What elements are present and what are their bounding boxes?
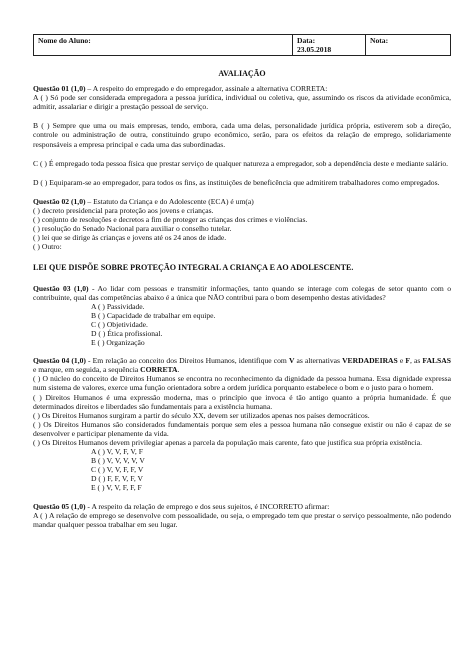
question-2-option[interactable]: ( ) Outro: bbox=[33, 242, 62, 252]
question-1-option-b[interactable]: B ( ) Sempre que uma ou mais empresas, tendo, embora, cada uma delas, personalidade jurídica própria, estiverem sob a direção, controle ou administração de outra, constituindo grupo econômico, serão, para os efeitos da relação de emprego, solidariamente responsáveis a empresa principal e cada uma das subordinadas. bbox=[33, 121, 451, 149]
page-title: AVALIAÇÃO bbox=[218, 69, 266, 78]
date-cell bbox=[293, 35, 366, 56]
grade-cell[interactable] bbox=[366, 35, 451, 56]
question-1-option-c[interactable]: C ( ) É empregado toda pessoa física que prestar serviço de qualquer natureza a empregador, sob a dependência deste e mediante salário. bbox=[33, 158, 449, 168]
question-2-number: Questão 02 (1,0) bbox=[33, 196, 86, 206]
question-4-statement[interactable]: ( ) Direitos Humanos é uma expressão moderna, mas o princípio que invoca é tão antigo quanto a própria humanidade. É que determinados direitos e liberdades são fundamentais para a existência humana. bbox=[33, 392, 451, 411]
question-3-option[interactable]: D ( ) Ética profissional. bbox=[91, 328, 163, 338]
document-page bbox=[33, 34, 451, 529]
date-value: 23.05.2018 bbox=[297, 45, 332, 54]
question-4-stem: Questão 04 (1,0) - Em relação ao conceito dos Direitos Humanos, identifique com V as alternativas VERDADEIRAS e F, as FALSAS e marque, em seguida, a sequência CORRETA. bbox=[33, 356, 451, 375]
question-1-option-d[interactable]: D ( ) Equiparam-se ao empregador, para todos os fins, as instituições de beneficência que admitirem trabalhadores como empregados. bbox=[33, 177, 440, 187]
question-2-stem: Questão 02 (1,0) – Estatuto da Criança e do Adolescente (ECA) é um(a) bbox=[33, 196, 254, 206]
question-2-option[interactable]: ( ) decreto presidencial para proteção aos jovens e crianças. bbox=[33, 205, 214, 215]
question-4-option[interactable]: B ( ) V, V, V, V, V bbox=[91, 456, 145, 466]
student-name-cell[interactable] bbox=[34, 35, 293, 56]
question-4-option[interactable]: C ( ) V, V, F, F, V bbox=[91, 465, 144, 475]
question-4-options bbox=[33, 447, 451, 492]
question-4-statement[interactable]: ( ) O núcleo do conceito de Direitos Humanos se encontra no reconhecimento da dignidade da pessoa humana. Essa dignidade expressa num sistema de valores, exerce uma função orientadora sobre a ordem jurídica porquanto estabelece o bom e o justo para o homem. bbox=[33, 374, 451, 393]
question-5-option-a[interactable]: A ( ) A relação de emprego se desenvolve com pessoalidade, ou seja, o empregado tem que prestar o serviço pessoalmente, não podendo mandar qualquer pessoa trabalhar em seu lugar. bbox=[33, 510, 451, 529]
question-4-number: Questão 04 (1,0) bbox=[33, 356, 86, 366]
question-2-option[interactable]: ( ) resolução do Senado Nacional para auxiliar o conselho tutelar. bbox=[33, 224, 232, 234]
question-5 bbox=[33, 502, 451, 529]
question-1-number: Questão 01 (1,0) bbox=[33, 84, 86, 94]
question-2-option[interactable]: ( ) lei que se dirige às crianças e jovens até os 24 anos de idade. bbox=[33, 233, 227, 243]
student-header-table bbox=[33, 34, 451, 56]
question-1-stem: Questão 01 (1,0) – A respeito do empregado e do empregador, assinale a alternativa CORRETA: bbox=[33, 84, 328, 94]
question-3-options bbox=[33, 302, 451, 347]
question-4-option[interactable]: A ( ) V, V, F, V, F bbox=[91, 447, 143, 457]
question-4 bbox=[33, 356, 451, 492]
grade-label: Nota: bbox=[370, 36, 389, 45]
question-4-statement[interactable]: ( ) Os Direitos Humanos são considerados fundamentais porque sem eles a pessoa humana não consegue existir ou não é capaz de se desenvolver e participar plenamente da vida. bbox=[33, 419, 451, 438]
question-1 bbox=[33, 84, 451, 187]
question-5-number: Questão 05 (1,0) bbox=[33, 501, 86, 511]
student-name-label: Nome do Aluno: bbox=[38, 36, 91, 45]
question-3-stem: Questão 03 (1,0) - Ao lidar com pessoas e transmitir informações, tanto quando se interage com colegas de setor quanto com o contribuinte, qual das competências abaixo é a única que NÃO contribui para o bom desempenho destas atividades? bbox=[33, 283, 451, 302]
question-3-number: Questão 03 (1,0) bbox=[33, 283, 89, 293]
question-4-option[interactable]: D ( ) F, F, V, F, V bbox=[91, 474, 143, 484]
law-heading: LEI QUE DISPÕE SOBRE PROTEÇÃO INTEGRAL A CRIANÇA E AO ADOLESCENTE. bbox=[33, 263, 354, 273]
question-3-option[interactable]: E ( ) Organização bbox=[91, 338, 145, 348]
question-4-statement[interactable]: ( ) Os Direitos Humanos surgiram a partir do século XX, devem ser utilizados apenas nos países democráticos. bbox=[33, 410, 370, 420]
question-3 bbox=[33, 284, 451, 348]
question-4-statement[interactable]: ( ) Os Direitos Humanos devem privilegiar apenas a parcela da população mais carente, fato que justifica sua própria existência. bbox=[33, 438, 423, 447]
question-3-option[interactable]: A ( ) Passividade. bbox=[91, 301, 145, 311]
question-2 bbox=[33, 197, 451, 252]
question-3-option[interactable]: C ( ) Objetividade. bbox=[91, 319, 148, 329]
question-5-stem: Questão 05 (1,0) - A respeito da relação de emprego e dos seus sujeitos, é INCORRETO afirmar: bbox=[33, 501, 330, 511]
question-1-option-a[interactable]: A ( ) Só pode ser considerada empregadora a pessoa jurídica, individual ou coletiva, que, assumindo os riscos da atividade econômica, admitir, assalariar e dirigir a prestação pessoal de serviço. bbox=[33, 93, 451, 112]
question-2-option[interactable]: ( ) conjunto de resoluções e decretos a fim de proteger as crianças dos crimes e violências. bbox=[33, 215, 308, 225]
question-3-option[interactable]: B ( ) Capacidade de trabalhar em equipe. bbox=[91, 310, 216, 320]
question-4-option[interactable]: E ( ) V, V, F, F, F bbox=[91, 483, 142, 493]
date-label: Data: bbox=[297, 36, 316, 45]
